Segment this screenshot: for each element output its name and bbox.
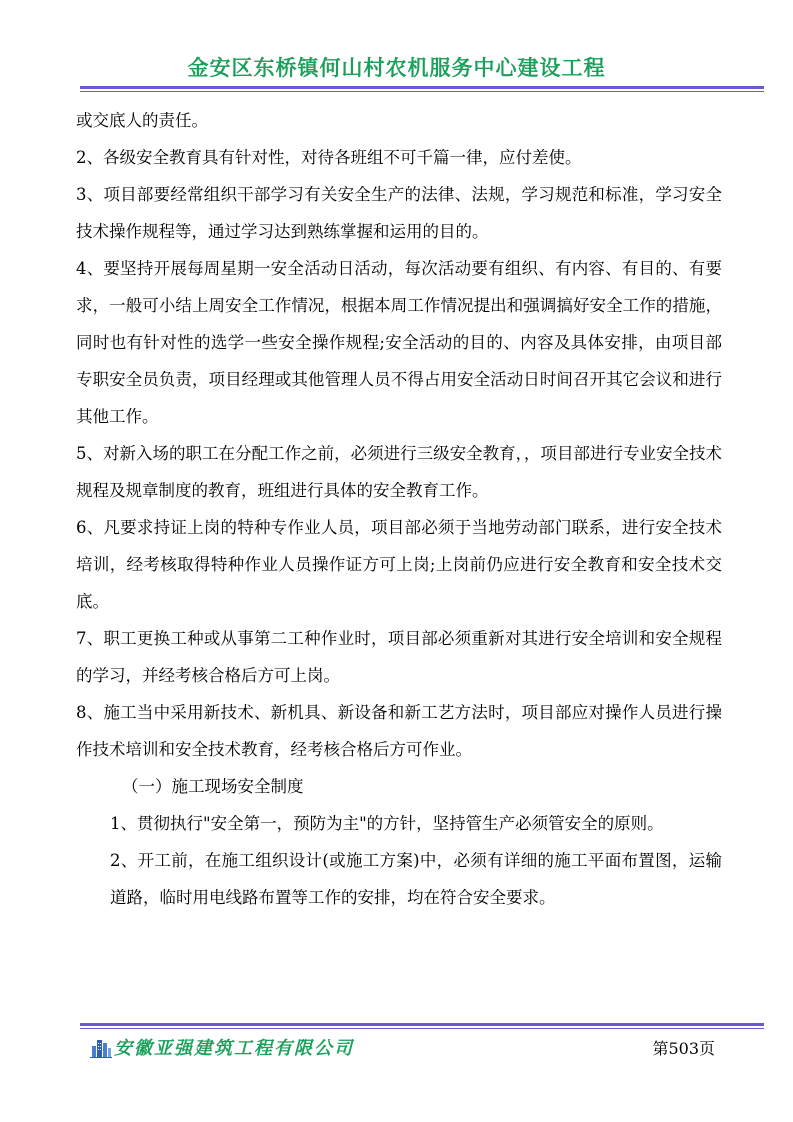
footer-rule-thick (80, 1023, 764, 1026)
paragraph: 7、职工更换工种或从事第二工种作业时，项目部必须重新对其进行安全培训和安全规程的学习，并经考核合格后方可上岗。 (76, 629, 722, 685)
footer-rule-thin (80, 1028, 764, 1029)
header-rule-thick (80, 86, 764, 89)
paragraph: 或交底人的责任。 (76, 111, 208, 130)
footer-page-number: 第503页 (652, 1039, 715, 1058)
building-logo-icon (90, 1036, 112, 1058)
page-header-title: 金安区东桥镇何山村农机服务中心建设工程 (187, 56, 606, 80)
paragraph: 2、开工前，在施工组织设计(或施工方案)中，必须有详细的施工平面布置图，运输道路，临时用电线路布置等工作的安排，均在符合安全要求。 (110, 851, 722, 907)
paragraph: 2、各级安全教育具有针对性，对待各班组不可千篇一律，应付差使。 (76, 148, 582, 167)
paragraph: 8、施工当中采用新技术、新机具、新设备和新工艺方法时，项目部应对操作人员进行操作技术培训和安全技术教育，经考核合格后方可作业。 (76, 703, 722, 759)
document-body (76, 102, 722, 916)
paragraph: 6、凡要求持证上岗的特种专作业人员，项目部必须于当地劳动部门联系，进行安全技术培训，经考核取得特种作业人员操作证方可上岗;上岗前仍应进行安全教育和安全技术交底。 (76, 518, 722, 611)
paragraph: 1、贯彻执行"安全第一，预防为主"的方针，坚持管生产必须管安全的原则。 (110, 814, 664, 833)
paragraph: 3、项目部要经常组织干部学习有关安全生产的法律、法规，学习规范和标准，学习安全技术操作规程等，通过学习达到熟练掌握和运用的目的。 (76, 185, 722, 241)
header-rule-thin (80, 91, 764, 92)
footer-company-name: 安徽亚强建筑工程有限公司 (114, 1038, 354, 1059)
section-heading: （一）施工现场安全制度 (122, 777, 304, 796)
paragraph: 5、对新入场的职工在分配工作之前，必须进行三级安全教育，，项目部进行专业安全技术规程及规章制度的教育，班组进行具体的安全教育工作。 (76, 444, 722, 500)
paragraph: 4、要坚持开展每周星期一安全活动日活动，每次活动要有组织、有内容、有目的、有要求，一般可小结上周安全工作情况，根据本周工作情况提出和强调搞好安全工作的措施，同时也有针对性的选学一些安全操作规程;安全活动的目的、内容及具体安排，由项目部专职安全员负责，项目经理或其他管理人员不得占用安全活动日时间召开其它会议和进行其他工作。 (76, 259, 722, 426)
